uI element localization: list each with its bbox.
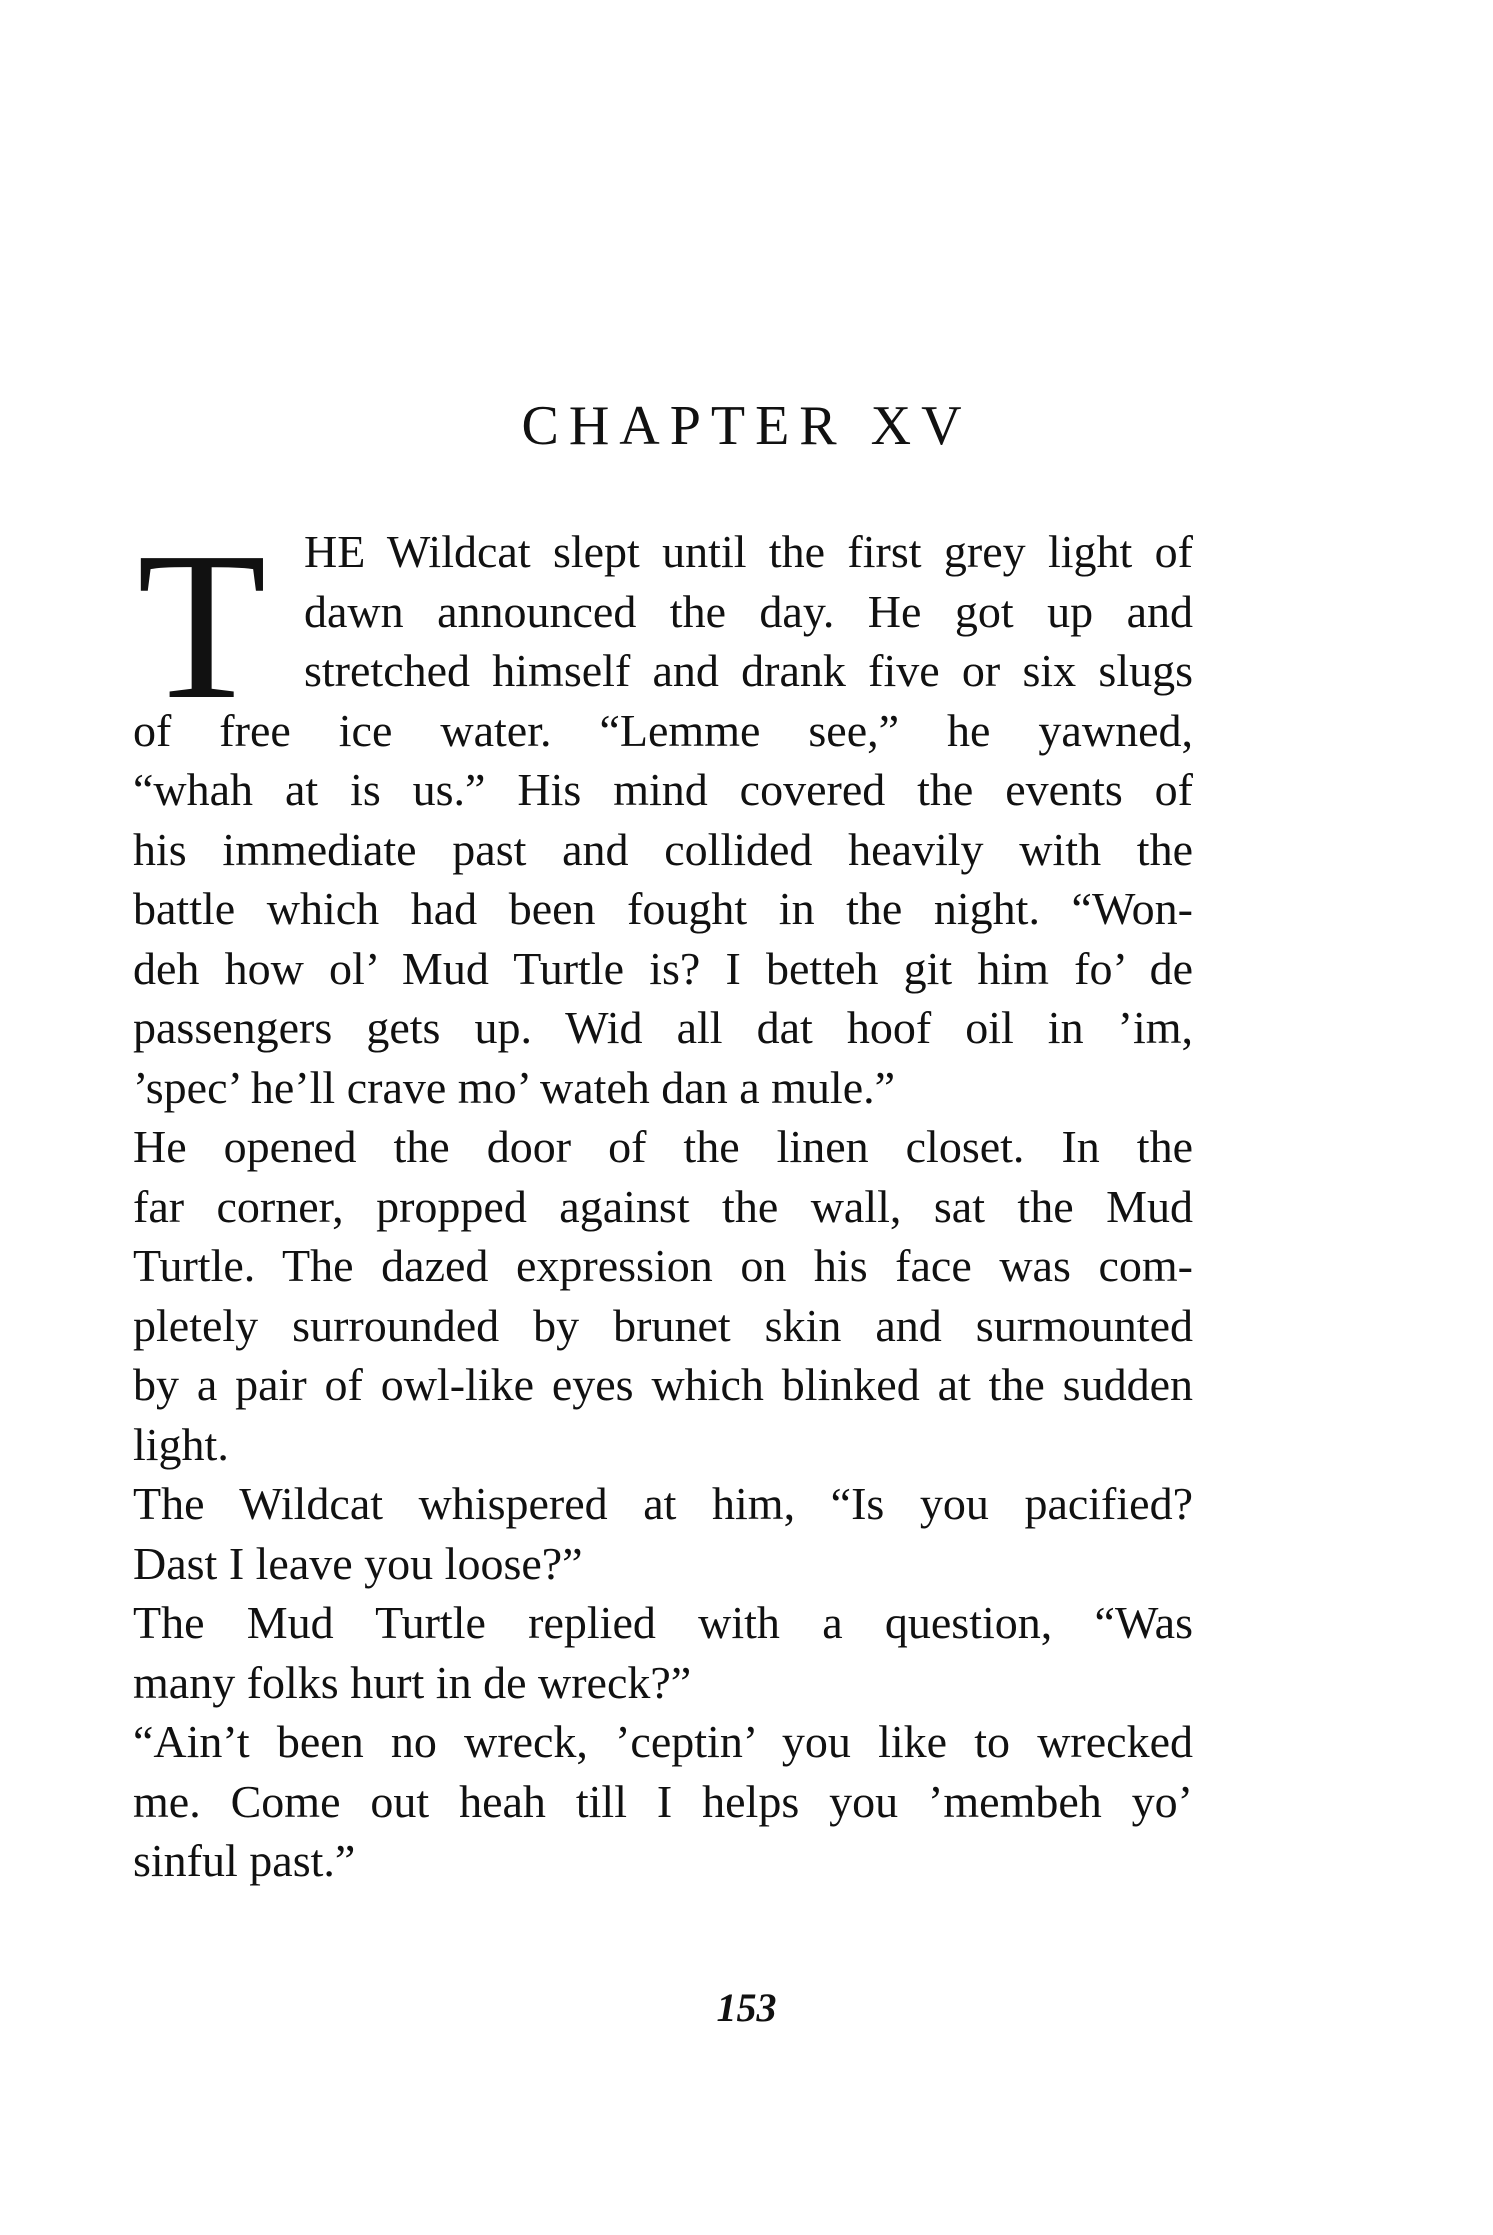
text-line: He opened the door of the linen closet. In the (133, 1121, 1193, 1172)
text-line: sinful past.” (133, 1835, 356, 1886)
chapter-heading: CHAPTER XV (521, 395, 972, 457)
text-line: battle which had been fought in the night. “Won- (133, 883, 1193, 934)
text-line: pletely surrounded by brunet skin and surmounted (133, 1299, 1193, 1351)
text-line: deh how ol’ Mud Turtle is? I betteh git him fo’ de (133, 942, 1193, 994)
text-line: ’spec’ he’ll crave mo’ wateh dan a mule.” (133, 1061, 896, 1113)
text-line: me. Come out heah till I helps you ’membeh yo’ (133, 1775, 1193, 1827)
drop-cap: T (137, 508, 267, 743)
text-line: Turtle. The dazed expression on his face was com- (133, 1240, 1193, 1291)
text-line: dawn announced the day. He got up and (304, 585, 1193, 637)
text-line: light. (133, 1418, 229, 1470)
body-text (133, 508, 1193, 1891)
text-line: Dast I leave you loose?” (133, 1537, 583, 1589)
text-line: of free ice water. “Lemme see,” he yawned, (133, 704, 1193, 756)
text-line: far corner, propped against the wall, sat the Mud (133, 1180, 1193, 1232)
text-line: many folks hurt in de wreck?” (133, 1656, 692, 1708)
text-line: The Wildcat whispered at him, “Is you pacified? (133, 1478, 1193, 1529)
text-line: “Ain’t been no wreck, ’ceptin’ you like to wrecked (133, 1716, 1193, 1767)
text-line: by a pair of owl-like eyes which blinked at the sudden (133, 1359, 1193, 1410)
text-line: The Mud Turtle replied with a question, “Was (133, 1597, 1193, 1648)
text-line: stretched himself and drank five or six slugs (304, 645, 1193, 696)
text-line: his immediate past and collided heavily with the (133, 823, 1193, 875)
text-line: “whah at is us.” His mind covered the events of (133, 764, 1193, 815)
page-number: 153 (716, 1985, 777, 2030)
text-line: passengers gets up. Wid all dat hoof oil in ’im, (133, 1002, 1193, 1053)
text-line: HE Wildcat slept until the first grey light of (304, 526, 1193, 577)
